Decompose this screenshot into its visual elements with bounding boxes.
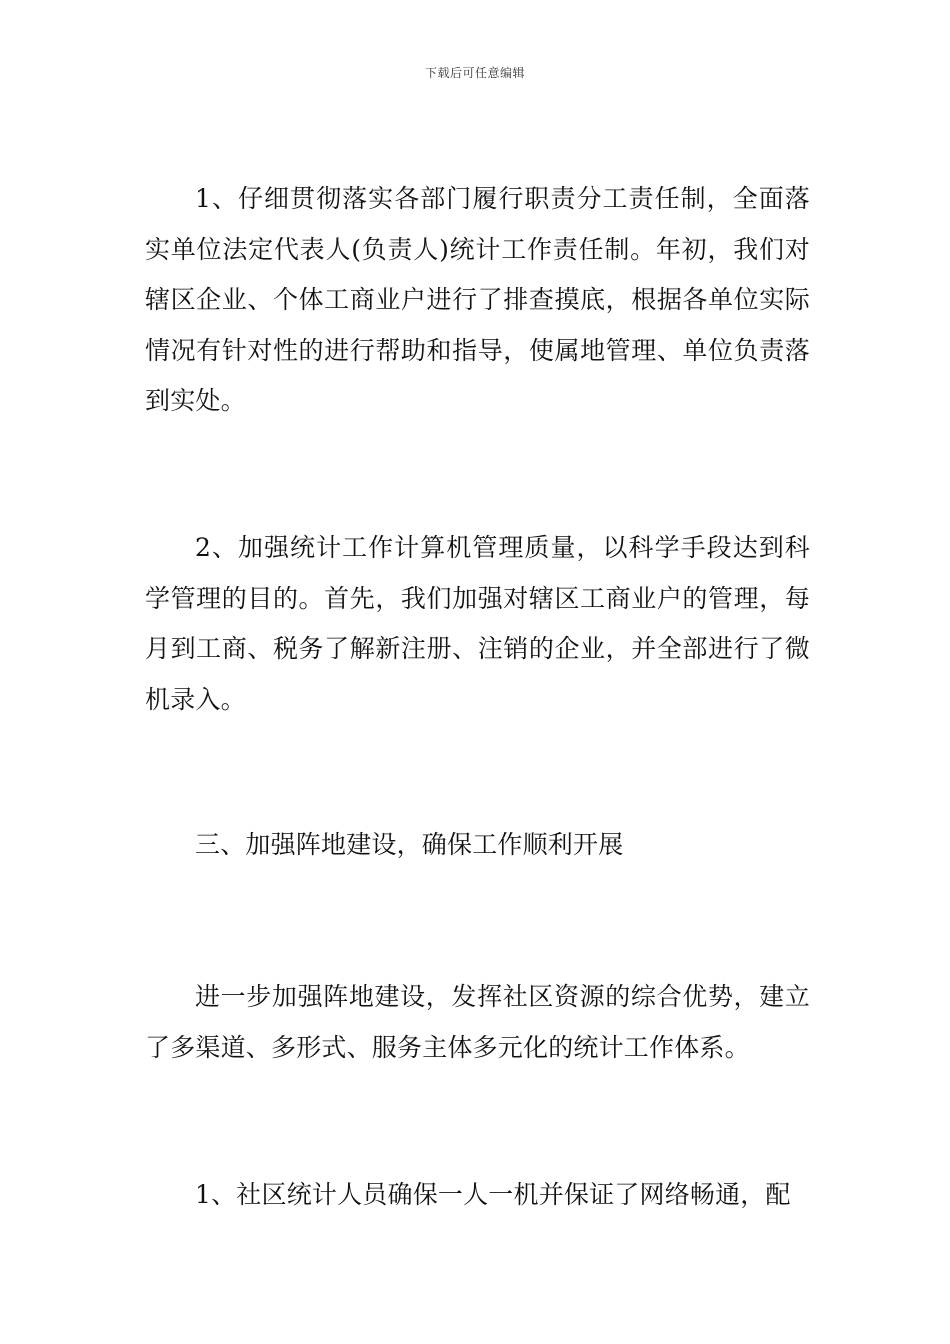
- section-heading: 三、加强阵地建设，确保工作顺利开展: [195, 830, 624, 859]
- paragraph-position-building: 进一步加强阵地建设，发挥社区资源的综合优势，建立了多渠道、多形式、服务主体多元化的统计工作体系。: [145, 982, 810, 1062]
- paragraph-computer-management: 2、加强统计工作计算机管理质量，以科学手段达到科学管理的目的。首先，我们加强对辖区工商业户的管理，每月到工商、税务了解新注册、注销的企业，并全部进行了微机录入。: [145, 533, 810, 714]
- page-header: 下载后可任意编辑: [424, 66, 525, 80]
- paragraph-staff-network: 1、社区统计人员确保一人一机并保证了网络畅通，配: [195, 1180, 791, 1209]
- paragraph-responsibility-system: 1、仔细贯彻落实各部门履行职责分工责任制，全面落实单位法定代表人(负责人)统计工作责任制。年初，我们对辖区企业、个体工商业户进行了排查摸底，根据各单位实际情况有针对性的进行帮助和指导，使属地管理、单位负责落到实处。: [145, 184, 810, 415]
